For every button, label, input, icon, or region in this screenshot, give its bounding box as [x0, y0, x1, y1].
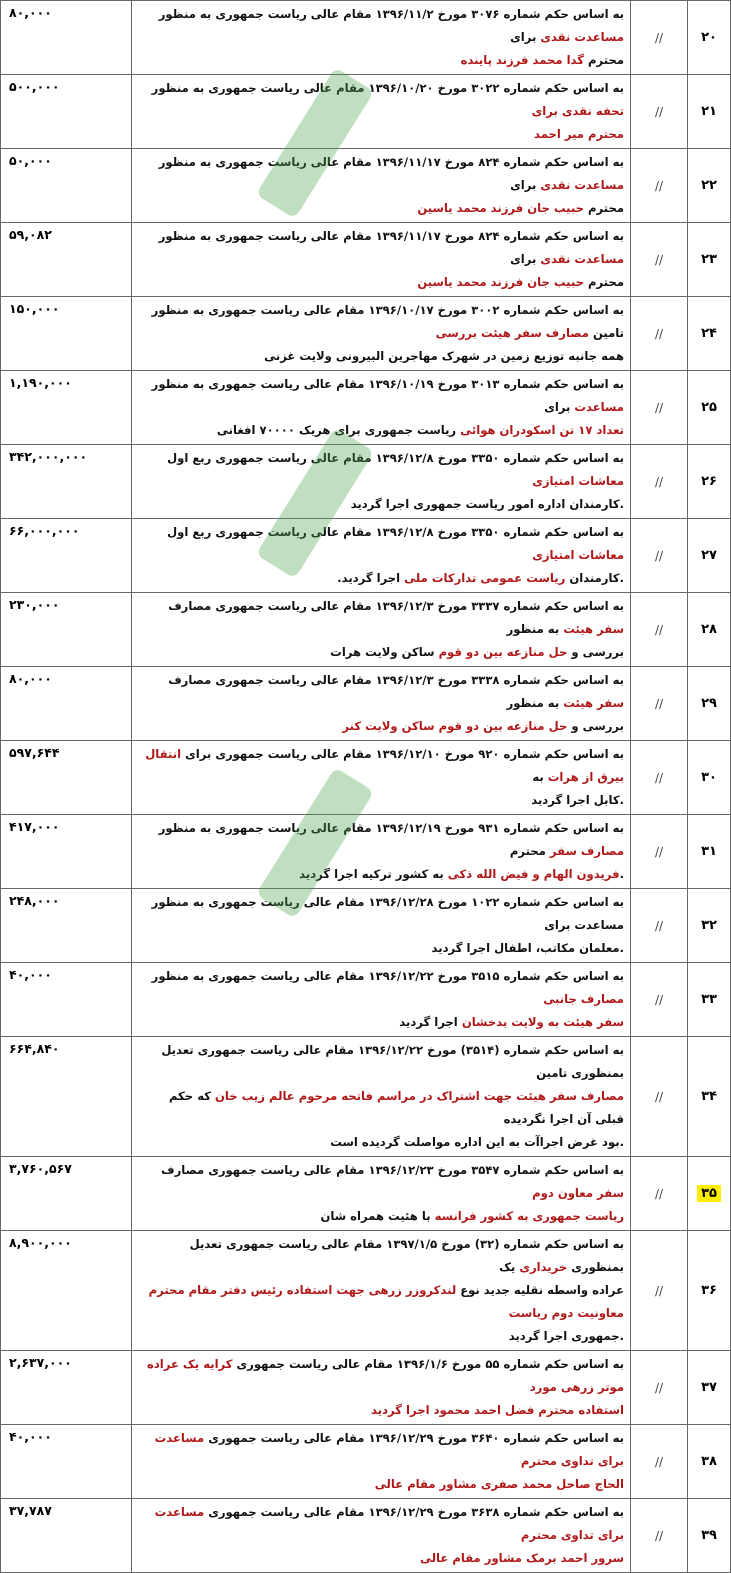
row-description [132, 445, 631, 519]
description-text: .کابل اجرا گردید [531, 793, 624, 807]
description-text: .جمهوری اجرا گردید [508, 1329, 624, 1343]
ditto-mark: // [631, 223, 688, 297]
row-number [688, 1231, 731, 1351]
amount-cell: ۳۷,۷۸۷ [1, 1499, 132, 1573]
description-highlight: محترم میر احمد [534, 127, 624, 141]
description-highlight: تحفه نقدی برای [531, 104, 624, 118]
description-text: .بود غرض اجراآت به این اداره مواصلت گردیده است [330, 1135, 624, 1149]
amount-cell: ۱۵۰,۰۰۰ [1, 297, 132, 371]
description-text: به اساس حکم شماره ۳۳۳۸ مورخ ۱۳۹۶/۱۲/۳ مقام عالی ریاست جمهوری مصارف [168, 673, 624, 687]
row-description [132, 1351, 631, 1425]
table-row [1, 1157, 731, 1231]
row-number [688, 371, 731, 445]
row-number [688, 149, 731, 223]
description-highlight: سفر هیئت [563, 696, 624, 710]
description-text: به اساس حکم شماره ۳۵۴۷ مورخ ۱۳۹۶/۱۲/۲۳ مقام عالی ریاست جمهوری مصارف [161, 1163, 624, 1177]
ditto-mark: // [631, 519, 688, 593]
description-highlight: گدا محمد فرزند پاینده [460, 53, 584, 67]
amount-cell: ۱,۱۹۰,۰۰۰ [1, 371, 132, 445]
ditto-mark: // [631, 1037, 688, 1157]
row-number [688, 1499, 731, 1573]
amount-cell: ۸۰,۰۰۰ [1, 667, 132, 741]
description-highlight: مصارف سفر [549, 844, 624, 858]
table-row [1, 1231, 731, 1351]
amount-cell: ۵۹,۰۸۲ [1, 223, 132, 297]
description-highlight: مساعدت برای تداوی محترم [154, 1505, 624, 1542]
row-number-text: ۲۸ [701, 622, 717, 637]
row-number [688, 1425, 731, 1499]
row-description [132, 593, 631, 667]
description-highlight: فریدون الهام و فیض الله ذکی [447, 867, 620, 881]
row-number [688, 741, 731, 815]
row-number-text: ۳۸ [701, 1454, 717, 1469]
ditto-mark: // [631, 1157, 688, 1231]
description-text: به اساس حکم شماره ۳۳۵۰ مورخ ۱۳۹۶/۱۲/۸ مقام عالی ریاست جمهوری ربع اول [167, 525, 624, 539]
description-text: به اساس حکم شماره ۹۲۰ مورخ ۱۳۹۶/۱۲/۱۰ مقام عالی ریاست جمهوری برای [181, 747, 624, 761]
amount-cell: ۳,۷۶۰,۵۶۷ [1, 1157, 132, 1231]
table-row [1, 1, 731, 75]
description-text: به اساس حکم شماره (۳۵۱۴) مورخ ۱۳۹۶/۱۲/۲۲ مقام عالی ریاست جمهوری تعدیل بمنظوری تامین [161, 1043, 624, 1080]
description-highlight: حبیب جان فرزند محمد یاسین [417, 201, 584, 215]
description-highlight: معاشات امتیازی [532, 474, 624, 488]
description-text: به اساس حکم شماره ۳۰۷۶ مورخ ۱۳۹۶/۱۱/۲ مقام عالی ریاست جمهوری به منظور [158, 7, 624, 21]
row-number [688, 889, 731, 963]
row-description [132, 889, 631, 963]
description-highlight: حل منازعه بین دو قوم [438, 645, 568, 659]
row-number-text: ۳۵ [697, 1185, 721, 1202]
description-text: به اساس حکم شماره (۳۲) مورخ ۱۳۹۷/۱/۵ مقام عالی ریاست جمهوری تعدیل بمنظوری [189, 1237, 624, 1274]
description-text: به اساس حکم شماره ۹۳۱ مورخ ۱۳۹۶/۱۲/۱۹ مقام عالی ریاست جمهوری به منظور [158, 821, 624, 835]
description-text: به منظور [506, 622, 564, 636]
description-text: محترم [583, 275, 624, 289]
row-number-text: ۲۹ [701, 696, 717, 711]
description-highlight: مساعدت نقدی [540, 178, 624, 192]
amount-cell: ۵۰۰,۰۰۰ [1, 75, 132, 149]
description-text: به اساس حکم شماره ۵۵ مورخ ۱۳۹۶/۱/۶ مقام عالی ریاست جمهوری [232, 1357, 624, 1371]
amount-cell: ۵۹۷,۶۴۴ [1, 741, 132, 815]
description-text: محترم [583, 53, 624, 67]
description-highlight: حبیب جان فرزند محمد یاسین [417, 275, 584, 289]
row-number [688, 297, 731, 371]
description-highlight: معاشات امتیازی [532, 548, 624, 562]
description-text: به اساس حکم شماره ۳۳۵۰ مورخ ۱۳۹۶/۱۲/۸ مقام عالی ریاست جمهوری ربع اول [167, 451, 624, 465]
row-description [132, 1425, 631, 1499]
row-description [132, 149, 631, 223]
row-description [132, 963, 631, 1037]
row-description [132, 741, 631, 815]
description-highlight: حل منازعه بین دو قوم ساکن ولایت کنر [342, 719, 568, 733]
description-highlight: مساعدت [574, 400, 624, 414]
amount-cell: ۲۳۰,۰۰۰ [1, 593, 132, 667]
description-text: برای [544, 400, 575, 414]
row-number [688, 1351, 731, 1425]
description-text: به اساس حکم شماره ۳۶۴۰ مورخ ۱۳۹۶/۱۲/۲۹ مقام عالی ریاست جمهوری [204, 1431, 624, 1445]
row-number-text: ۲۳ [701, 252, 717, 267]
ditto-mark: // [631, 815, 688, 889]
row-description [132, 223, 631, 297]
ditto-mark: // [631, 75, 688, 149]
ditto-mark: // [631, 963, 688, 1037]
amount-cell: ۴۱۷,۰۰۰ [1, 815, 132, 889]
description-text: بررسی و [567, 719, 624, 733]
description-highlight: لندکروزر زرهی جهت استفاده رئیس دفتر مقام محترم معاونیت دوم ریاست [148, 1283, 624, 1320]
row-number [688, 667, 731, 741]
row-number-text: ۲۲ [701, 178, 717, 193]
table-row [1, 815, 731, 889]
table-row [1, 1425, 731, 1499]
row-number-text: ۲۷ [701, 548, 717, 563]
row-number-text: ۳۹ [701, 1528, 717, 1543]
ditto-mark: // [631, 889, 688, 963]
amount-cell: ۸۰,۰۰۰ [1, 1, 132, 75]
row-description [132, 1231, 631, 1351]
row-number-text: ۲۴ [701, 326, 717, 341]
description-text: .کارمندان [565, 571, 624, 585]
row-description [132, 371, 631, 445]
row-number-text: ۳۶ [701, 1283, 717, 1298]
description-highlight: مساعدت نقدی [540, 30, 624, 44]
table-row [1, 667, 731, 741]
table-row [1, 519, 731, 593]
description-text: برای [510, 252, 541, 266]
amount-cell: ۲,۶۳۷,۰۰۰ [1, 1351, 132, 1425]
table-row [1, 963, 731, 1037]
row-description [132, 519, 631, 593]
amount-cell: ۶۶,۰۰۰,۰۰۰ [1, 519, 132, 593]
ditto-mark: // [631, 741, 688, 815]
description-text: محترم [583, 201, 624, 215]
description-highlight: تعداد ۱۷ تن اسکودران هوائی [460, 423, 624, 437]
row-number [688, 963, 731, 1037]
ditto-mark: // [631, 1351, 688, 1425]
row-number-text: ۲۱ [701, 104, 717, 119]
description-text: عراده واسطه نقلیه جدید نوع [456, 1283, 624, 1297]
description-text: به اساس حکم شماره ۳۶۳۸ مورخ ۱۳۹۶/۱۲/۲۹ مقام عالی ریاست جمهوری [204, 1505, 624, 1519]
description-text: با هئیت همراه شان [320, 1209, 435, 1223]
amount-cell: ۸,۹۰۰,۰۰۰ [1, 1231, 132, 1351]
description-text: بررسی و [567, 645, 624, 659]
table-row [1, 1037, 731, 1157]
ditto-mark: // [631, 1425, 688, 1499]
row-description [132, 297, 631, 371]
description-highlight: ریاست عمومی تدارکات ملی [404, 571, 566, 585]
row-number-text: ۳۷ [701, 1380, 717, 1395]
ditto-mark: // [631, 667, 688, 741]
ditto-mark: // [631, 593, 688, 667]
table-row [1, 1499, 731, 1573]
row-number-text: ۳۴ [701, 1089, 717, 1104]
row-number-text: ۳۳ [701, 992, 717, 1007]
table-row [1, 223, 731, 297]
description-highlight: استفاده محترم فضل احمد محمود اجرا گردید [371, 1403, 624, 1417]
description-text: همه جانبه توزیع زمین در شهرک مهاجرین البیرونی ولایت غزنی [264, 349, 624, 363]
row-number-text: ۲۰ [701, 30, 717, 45]
description-text: ریاست جمهوری برای هریک ۷۰۰۰۰ افغانی [216, 423, 461, 437]
row-number [688, 1157, 731, 1231]
row-number [688, 223, 731, 297]
description-highlight: الحاج صاحل محمد صفری مشاور مقام عالی [374, 1477, 624, 1491]
table-row [1, 1351, 731, 1425]
ditto-mark: // [631, 1499, 688, 1573]
ditto-mark: // [631, 1231, 688, 1351]
amount-cell: ۵۰,۰۰۰ [1, 149, 132, 223]
row-number [688, 815, 731, 889]
description-text: اجرا گردید [399, 1015, 462, 1029]
description-text: به اساس حکم شماره ۳۳۳۷ مورخ ۱۳۹۶/۱۲/۳ مقام عالی ریاست جمهوری مصارف [168, 599, 624, 613]
row-number-text: ۳۱ [701, 844, 717, 859]
table-row [1, 149, 731, 223]
row-description [132, 667, 631, 741]
amount-cell: ۶۶۴,۸۴۰ [1, 1037, 132, 1157]
description-highlight: سفر معاون دوم [532, 1186, 624, 1200]
row-number-text: ۳۰ [701, 770, 717, 785]
description-highlight: مصارف سفر هیئت جهت اشتراک در مراسم فاتحه مرحوم عالم زیب خان [215, 1089, 624, 1103]
amount-cell: ۴۰,۰۰۰ [1, 963, 132, 1037]
row-description [132, 815, 631, 889]
description-text: برای [510, 178, 541, 192]
row-number [688, 593, 731, 667]
description-highlight: سفر هیئت [563, 622, 624, 636]
description-highlight: مساعدت نقدی [540, 252, 624, 266]
row-number-text: ۳۲ [701, 918, 717, 933]
row-description [132, 1499, 631, 1573]
table-row [1, 593, 731, 667]
ditto-mark: // [631, 149, 688, 223]
ditto-mark: // [631, 1, 688, 75]
amount-cell: ۳۴۲,۰۰۰,۰۰۰ [1, 445, 132, 519]
description-text: اجرا گردید. [337, 571, 405, 585]
table-row [1, 297, 731, 371]
description-text: به منظور [506, 696, 564, 710]
description-text: به اساس حکم شماره ۳۰۲۲ مورخ ۱۳۹۶/۱۰/۲۰ مقام عالی ریاست جمهوری به منظور [151, 81, 624, 95]
description-highlight: مصارف جانبی [543, 992, 624, 1006]
description-text: به اساس حکم شماره ۳۰۱۳ مورخ ۱۳۹۶/۱۰/۱۹ مقام عالی ریاست جمهوری به منظور [151, 377, 624, 391]
description-text: به اساس حکم شماره ۳۵۱۵ مورخ ۱۳۹۶/۱۲/۲۲ مقام عالی ریاست جمهوری به منظور [151, 969, 624, 983]
row-number [688, 1, 731, 75]
description-text: ساکن ولایت هرات [330, 645, 439, 659]
description-text: به [532, 770, 548, 784]
row-description [132, 1, 631, 75]
table-row [1, 371, 731, 445]
description-text: .معلمان مکاتب، اطفال اجرا گردید [431, 941, 624, 955]
ditto-mark: // [631, 297, 688, 371]
amount-cell: ۲۴۸,۰۰۰ [1, 889, 132, 963]
amount-cell: ۴۰,۰۰۰ [1, 1425, 132, 1499]
description-text: به اساس حکم شماره ۸۲۴ مورخ ۱۳۹۶/۱۱/۱۷ مقام عالی ریاست جمهوری به منظور [158, 155, 624, 169]
ditto-mark: // [631, 445, 688, 519]
row-number [688, 75, 731, 149]
description-text: یک [499, 1260, 520, 1274]
description-highlight: مصارف سفر هیئت بررسی [435, 326, 589, 340]
row-number-text: ۲۵ [701, 400, 717, 415]
description-text: . [619, 867, 624, 881]
description-highlight: خریداری [519, 1260, 568, 1274]
row-description [132, 1157, 631, 1231]
description-highlight: انتقال بیرق از هرات [145, 747, 624, 784]
description-text: به اساس حکم شماره ۱۰۲۲ مورخ ۱۳۹۶/۱۲/۲۸ مقام عالی ریاست جمهوری به منظور مساعدت برای [151, 895, 624, 932]
description-highlight: کرایه یک عراده موتر زرهی مورد [147, 1357, 624, 1394]
table-row [1, 889, 731, 963]
row-number [688, 519, 731, 593]
description-text: به اساس حکم شماره ۸۲۴ مورخ ۱۳۹۶/۱۱/۱۷ مقام عالی ریاست جمهوری به منظور [158, 229, 624, 243]
description-highlight: ریاست جمهوری به کشور فرانسه [434, 1209, 624, 1223]
row-description [132, 1037, 631, 1157]
row-description [132, 75, 631, 149]
row-number [688, 445, 731, 519]
description-text: برای [510, 30, 541, 44]
ditto-mark: // [631, 371, 688, 445]
description-highlight: مساعدت برای تداوی محترم [154, 1431, 624, 1468]
description-highlight: سرور احمد برمک مشاور مقام عالی [419, 1551, 624, 1565]
row-number-text: ۲۶ [701, 474, 717, 489]
description-text: .کارمندان اداره امور ریاست جمهوری اجرا گردید [350, 497, 624, 511]
description-text: محترم [509, 844, 550, 858]
description-text: که حکم قبلی آن اجرا نگردیده [168, 1089, 624, 1126]
description-text: به کشور ترکیه اجرا گردید [299, 867, 448, 881]
row-number [688, 1037, 731, 1157]
description-highlight: سفر هیئت به ولایت بدخشان [461, 1015, 624, 1029]
description-text: به اساس حکم شماره ۳۰۰۲ مورخ ۱۳۹۶/۱۰/۱۷ مقام عالی ریاست جمهوری به منظور تامین [151, 303, 624, 340]
